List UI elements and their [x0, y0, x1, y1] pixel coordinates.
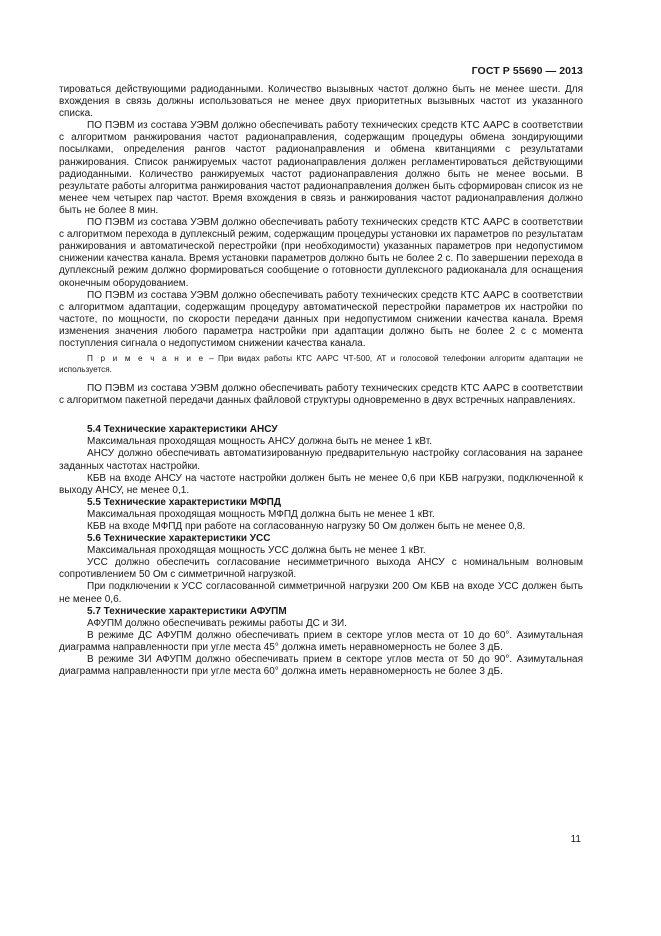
- section-heading-5-6: 5.6 Технические характеристики УСС: [87, 533, 271, 545]
- paragraph-continuation: тироваться действующими радиоданными. Количество вызывных частот должно быть не менее шести. Для вхождения в связь должны использоваться не менее двух приоритетных вызывных частот из указанного списка.: [59, 84, 583, 120]
- section-5-7-line-3: В режиме ЗИ АФУПМ должно обеспечивать прием в секторе углов места от 50 до 90°. Азимутальная диаграмма направленности при угле места 60° должна иметь неравномерность не более 3 дБ.: [59, 654, 583, 678]
- paragraph-packet: ПО ПЭВМ из состава УЭВМ должно обеспечивать работу технических средств КТС ААРС в соответствии с алгоритмом пакетной передачи данных файловой структуры одновременно в двух встречных направлениях.: [59, 383, 583, 407]
- note: [59, 353, 583, 375]
- paragraph-duplex: ПО ПЭВМ из состава УЭВМ должно обеспечивать работу технических средств КТС ААРС в соответствии с алгоритмом перехода в дуплексный режим, содержащим процедуры установки их параметров по результатам ранжирования и автоматической перестройки (при необходимости) указанных параметров при недопустимом снижении качества канала. Время установки параметров должно быть не более 2 с. По завершении перехода в дуплексный режим должно формироваться сообщение о готовности дуплексного радиоканала для оснащения оконечным оборудованием.: [59, 217, 583, 289]
- section-5-6-line-3: При подключении к УСС согласованной симметричной нагрузки 200 Ом КБВ на входе УСС должен быть не менее 0,6.: [59, 581, 583, 605]
- section-heading-5-5: 5.5 Технические характеристики МФПД: [87, 496, 281, 508]
- section-5-5-line-2: КБВ на входе МФПД при работе на согласованную нагрузку 50 Ом должен быть не менее 0,8.: [87, 521, 526, 532]
- section-5-7-line-2: В режиме ДС АФУПМ должно обеспечивать прием в секторе углов места от 10 до 60°. Азимутальная диаграмма направленности при угле места 45° должна иметь неравномерность не более 3 дБ.: [59, 629, 583, 653]
- section-5-6-line-1: Максимальная проходящая мощность УСС должна быть не менее 1 кВт.: [87, 545, 426, 557]
- document-body: [59, 84, 583, 678]
- spacer: [59, 407, 583, 424]
- section-5-4-line-3: КБВ на входе АНСУ на частоте настройки должен быть не менее 0,6 при КБВ нагрузки, подключенной к выходу АНСУ, не менее 0,1.: [59, 472, 583, 496]
- spacer: [59, 375, 583, 383]
- section-5-7-line-1: АФУПМ должно обеспечивать режимы работы ДС и ЗИ.: [87, 617, 347, 629]
- paragraph-ranking: ПО ПЭВМ из состава УЭВМ должно обеспечивать работу технических средств КТС ААРС в соответствии с алгоритмом ранжирования частот радионаправления, содержащим процедуры обмена зондирующими посылками, определения рангов частот радионаправления и обмена квитанциями с результатами ранжирования. Список ранжируемых частот радионаправления должен регламентироваться действующими радиоданными. Количество ранжируемых частот радионаправления должно быть не менее восьми. В результате работы алгоритма ранжирования частот радионаправления должен быть сформирован список из не менее чем четырех пар частот. Время вхождения в связь и ранжирования частот радионаправления должно быть не более 8 мин.: [59, 120, 583, 216]
- paragraph-adaptation: ПО ПЭВМ из состава УЭВМ должно обеспечивать работу технических средств КТС ААРС в соответствии с алгоритмом адаптации, содержащим процедуру автоматической перестройки параметров их настройки по частоте, по мощности, по скорости передачи данных при недопустимом снижении качества канала. Время изменения значения любого параметра настройки при адаптации должно быть не более 2 с с момента поступления сигнала о недопустимом снижении качества канала.: [59, 289, 583, 349]
- section-5-6-line-2: УСС должно обеспечить согласование несимметричного выхода АНСУ с номинальным волновым сопротивлением 50 Ом с симметричной нагрузкой.: [59, 557, 583, 581]
- note-text: – При видах работы КТС ААРС ЧТ-500, АТ и голосовой телефонии алгоритм адаптации не используется.: [59, 354, 583, 375]
- document-code: ГОСТ Р 55690 — 2013: [471, 65, 583, 77]
- section-heading-5-4: 5.4 Технические характеристики АНСУ: [87, 424, 278, 436]
- page-number: 11: [570, 834, 581, 845]
- section-heading-5-7: 5.7 Технические характеристики АФУПМ: [87, 605, 287, 617]
- section-5-5-line-1: Максимальная проходящая мощность МФПД должна быть не менее 1 кВт.: [87, 508, 435, 520]
- section-5-4-line-1: Максимальная проходящая мощность АНСУ должна быть не менее 1 кВт.: [87, 436, 433, 448]
- note-lead: П р и м е ч а н и е: [87, 354, 205, 364]
- section-5-4-line-2: АНСУ должно обеспечивать автоматизированную предварительную настройку согласования на заранее заданных частотах настройки.: [59, 448, 583, 472]
